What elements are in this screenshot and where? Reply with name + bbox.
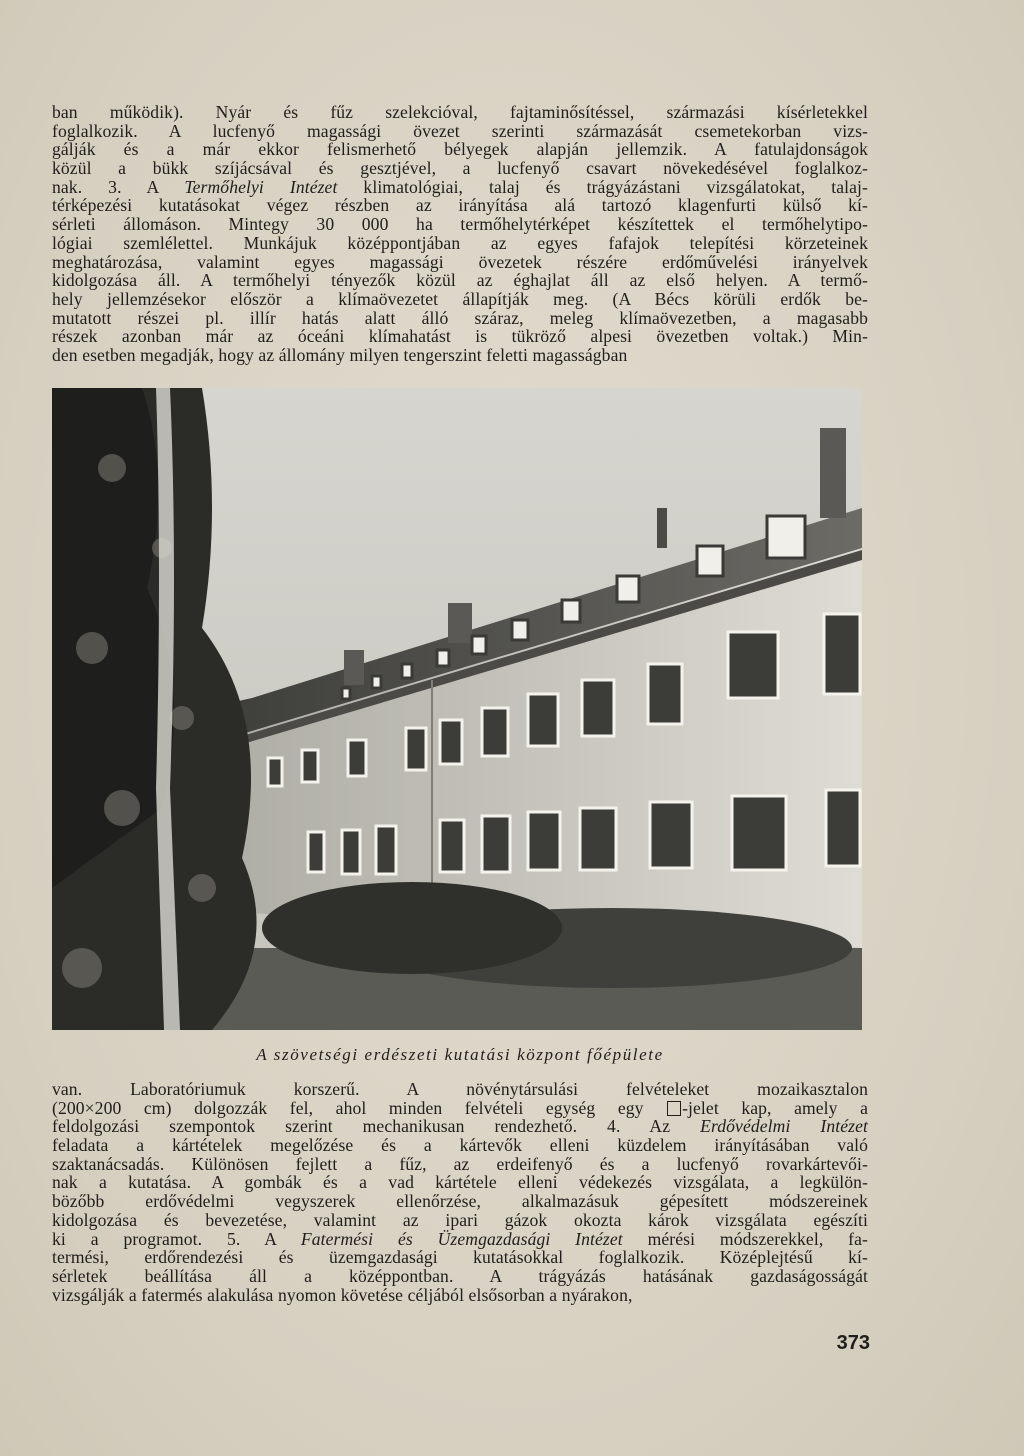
page-number: 373 [836, 1332, 870, 1354]
text-line: termési, erdőrendezési és üzemgazdasági kutatásokkal foglalkozik. Középlejtésű kí- [52, 1247, 868, 1268]
photo-illustration [52, 388, 862, 1030]
text-line: hely jellemzésekor először a klímaövezetet állapítják meg. (A Bécs körüli erdők be- [52, 288, 868, 309]
text-line: térképezési kutatásokat végez részben az irányítása alá tartozó klagenfurti külső kí- [52, 195, 868, 216]
text-line: részek azonban már az óceáni klímahatást is tükröző alpesi övezetben voltak.) Min- [52, 326, 868, 347]
square-symbol [667, 1101, 681, 1116]
paragraph-bottom [52, 1080, 868, 1304]
text-line: vizsgálják a fatermés alakulása nyomon követése céljából elsősorban a nyárakon, [52, 1284, 633, 1305]
text-line: van. Laboratóriumuk korszerű. A növénytársulási felvételeket mozaikasztalon [52, 1079, 868, 1099]
text-line: nak a kutatása. A gombák és a vad kártétele elleni védekezés vizsgálata, a legkülön- [52, 1172, 868, 1193]
text-line: (200×200 cm) dolgozzák fel, ahol minden felvételi egység egy -jelet kap, amely a [52, 1097, 868, 1118]
text-line: feldolgozási szempontok szerint mechanikusan rendezhető. 4. Az Erdővédelmi Intézet [52, 1116, 868, 1137]
text-line: feladata a kártételek megelőzése és a kártevők elleni küzdelem irányításában való [52, 1135, 868, 1156]
text-line: gálják és a már ekkor felismerhető bélyegek alapján jellemzik. A fatulajdonságok [52, 139, 868, 160]
paragraph-top [52, 103, 868, 365]
text-line: ki a programot. 5. A Fatermési és Üzemgazdasági Intézet mérési módszerekkel, fa- [52, 1228, 868, 1249]
text-line: kidolgozása áll. A termőhelyi tényezők közül az éghajlat áll az első helyen. A termő- [52, 270, 868, 291]
text-line: szaktanácsadás. Különösen fejlett a fűz, az erdeifenyő és a lucfenyő rovarkártevői- [52, 1153, 868, 1174]
building-photograph [52, 388, 862, 1030]
text-line: den esetben megadják, hogy az állomány milyen tengerszint feletti magasságban [52, 344, 628, 365]
text-line: lógiai szemlélettel. Munkájuk középpontjában az egyes fafajok telepítési körzeteinek [52, 232, 868, 253]
text-line: meghatározása, valamint egyes magassági övezetek részére erdőművelési irányelvek [52, 251, 868, 272]
text-line: nak. 3. A Termőhelyi Intézet klimatológiai, talaj és trágyázástani vizsgálatokat, talaj- [52, 176, 868, 197]
text-line: kidolgozása és bevezetése, valamint az ipari gázok okozta károk vizsgálata egészíti [52, 1209, 868, 1230]
text-line: sérletek beállítása áll a középpontban. A trágyázás hatásának gazdaságosságát [52, 1265, 868, 1286]
photo-caption: A szövetségi erdészeti kutatási központ főépülete [256, 1045, 664, 1064]
text-line: bözőbb erdővédelmi vegyszerek ellenőrzése, alkalmazásuk gépesített módszereinek [52, 1191, 868, 1212]
text-line: közül a bükk szíjácsával és gesztjével, a lucfenyő csavart növekedésével foglalkoz- [52, 158, 868, 179]
text-line: ban működik). Nyár és fűz szelekcióval, fajtaminősítéssel, származási kísérletekkel [52, 102, 868, 122]
text-line: sérleti állomáson. Mintegy 30 000 ha termőhelytérképet készítettek el termőhelytipo- [52, 214, 868, 235]
text-line: mutatott részei pl. illír hatás alatt álló száraz, meleg klímaövezetben, a magasabb [52, 307, 868, 328]
text-line: foglalkozik. A lucfenyő magassági övezet szerinti származását csemetekorban vizs- [52, 120, 868, 141]
